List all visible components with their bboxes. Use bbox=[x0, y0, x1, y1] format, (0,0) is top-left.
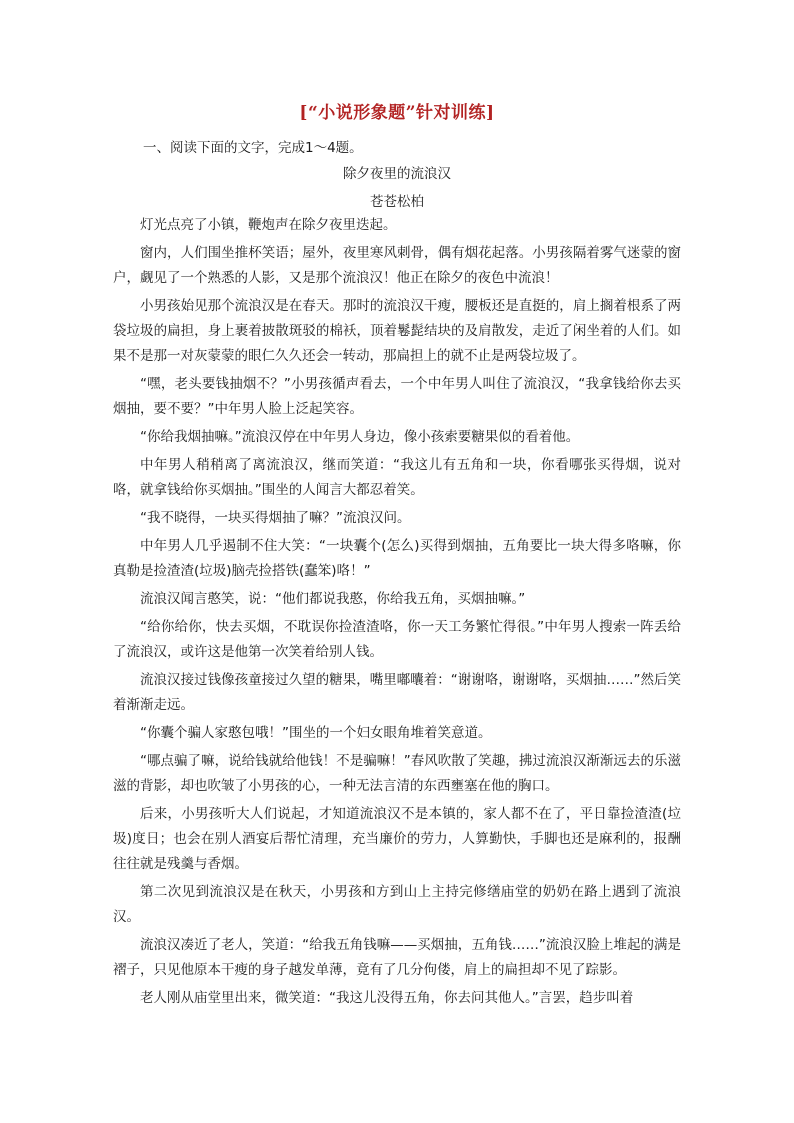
paragraph: “给你给你，快去买烟，不耽误你捡渣渣咯，你一天工务繁忙得很。”中年男人搜索一阵丢给了流浪汉，或许这是他第一次笑着给别人钱。 bbox=[113, 619, 681, 660]
paragraph: 流浪汉闻言憨笑，说：“他们都说我憨，你给我五角，买烟抽嘛。” bbox=[140, 591, 526, 607]
paragraph: 老人刚从庙堂里出来，微笑道：“我这儿没得五角，你去问其他人。”言罢，趋步叫着 bbox=[140, 990, 634, 1006]
paragraph: 流浪汉接过钱像孩童接过久望的糖果，嘴里嘟囔着：“谢谢咯，谢谢咯，买烟抽……”然后笑着渐渐走远。 bbox=[113, 672, 681, 713]
paragraph: “我不晓得，一块买得烟抽了嘛？”流浪汉问。 bbox=[140, 510, 411, 526]
paragraph: 中年男人几乎遏制不住大笑：“一块囊个(怎么)买得到烟抽，五角要比一块大得多咯嘛，你真勒是捡渣渣(垃圾)脑壳捡搭铁(蠢笨)咯！” bbox=[113, 538, 681, 579]
section-instruction: 一、阅读下面的文字，完成1～4题。 bbox=[143, 140, 363, 156]
paragraph: 窗内，人们围坐推杯笑语；屋外，夜里寒风刺骨，偶有烟花起落。小男孩隔着雾气迷蒙的窗户，觑见了一个熟悉的人影，又是那个流浪汉！他正在除夕的夜色中流浪！ bbox=[113, 245, 681, 286]
paragraph: 流浪汉凑近了老人，笑道：“给我五角钱嘛——买烟抽，五角钱……”流浪汉脸上堆起的满是褶子，只见他原本干瘦的身子越发单薄，竟有了几分佝偻，肩上的扁担却不见了踪影。 bbox=[113, 937, 681, 978]
paragraph: “你给我烟抽嘛。”流浪汉停在中年男人身边，像小孩索要糖果似的看着他。 bbox=[140, 429, 580, 445]
paragraph: 第二次见到流浪汉是在秋天，小男孩和方到山上主持完修缮庙堂的奶奶在路上遇到了流浪汉。 bbox=[113, 884, 681, 925]
story-author: 苍苍松柏 bbox=[370, 194, 424, 210]
paragraph: “嘿，老头要钱抽烟不？”小男孩循声看去，一个中年男人叫住了流浪汉，“我拿钱给你去买烟抽，要不要？”中年男人脸上泛起笑容。 bbox=[113, 376, 681, 417]
paragraph: 灯光点亮了小镇，鞭炮声在除夕夜里迭起。 bbox=[140, 217, 397, 233]
paragraph: “哪点骗了嘛，说给钱就给他钱！不是骗嘛！”春风吹散了笑趣，拂过流浪汉渐渐远去的乐滋滋的背影，却也吹皱了小男孩的心，一种无法言清的东西壅塞在他的胸口。 bbox=[113, 753, 681, 794]
paragraph: 中年男人稍稍离了离流浪汉，继而笑道：“我这儿有五角和一块，你看哪张买得烟，说对咯，就拿钱给你买烟抽。”围坐的人闻言大都忍着笑。 bbox=[113, 457, 681, 498]
exercise-title: [“小说形象题”针对训练] bbox=[299, 103, 495, 123]
paragraph: 小男孩始见那个流浪汉是在春天。那时的流浪汉干瘦，腰板还是直挺的，肩上搁着根系了两袋垃圾的扁担，身上裹着披散斑驳的棉袄，顶着鬈髭结块的及肩散发，走近了闲坐着的人们。如果不是那一对灰蒙蒙的眼仁久久还会一转动，那扁担上的就不止是两袋垃圾了。 bbox=[113, 298, 681, 364]
paragraph: 后来，小男孩听大人们说起，才知道流浪汉不是本镇的，家人都不在了，平日靠捡渣渣(垃圾)度日；也会在别人酒宴后帮忙清理，充当廉价的劳力，人算勤快，手脚也还是麻利的，报酬往往就是残羹与香烟。 bbox=[113, 806, 681, 872]
story-body bbox=[113, 213, 681, 1014]
story-title: 除夕夜里的流浪汉 bbox=[343, 166, 451, 182]
paragraph: “你囊个骗人家憨包哦！”围坐的一个妇女眼角堆着笑意道。 bbox=[140, 725, 492, 741]
